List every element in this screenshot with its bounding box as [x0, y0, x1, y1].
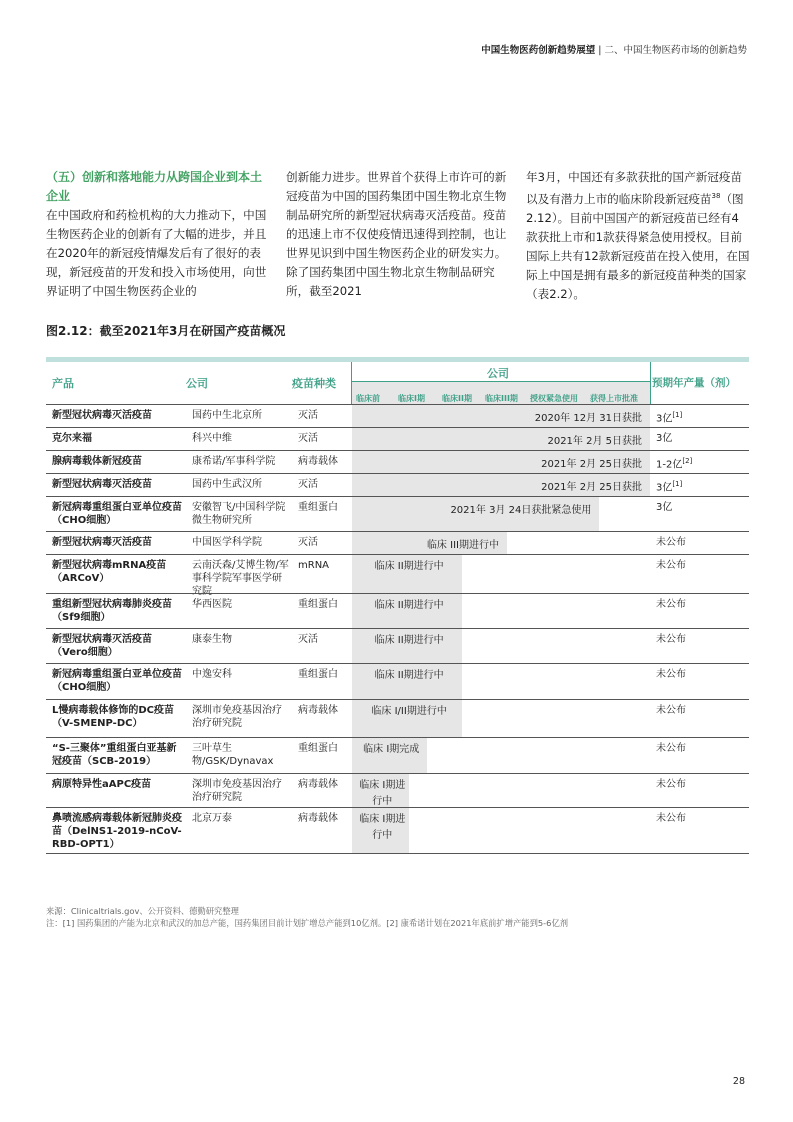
vaccine-company: 深圳市免疫基因治疗治疗研究院	[192, 705, 282, 729]
vaccine-name: 重组新型冠状病毒肺炎疫苗（Sf9细胞）	[52, 599, 172, 623]
status-text: 2020年 12月 31日获批	[534, 413, 642, 424]
expected-capacity	[656, 455, 746, 471]
vaccine-name: 新冠病毒重组蛋白亚单位疫苗（CHO细胞）	[52, 669, 182, 693]
paragraph-3-part-b: （图2.12）。目前中国国产的新冠疫苗已经有4款获批上市和1款获得紧急使用授权。目前国际上共有12款新冠疫苗在投入使用，在国际上中国是拥有最多的新冠疫苗种类的国家（表2.2）。	[526, 191, 750, 301]
capacity-value: 未公布	[656, 537, 686, 548]
status-text: 临床 II期进行中	[374, 561, 444, 572]
vaccine-company: 康希诺/军事科学院	[192, 456, 276, 467]
vaccine-name: 鼻喷流感病毒载体新冠肺炎疫苗（DelNS1-2019-nCoV-RBD-OPT1）	[52, 813, 182, 850]
intro-text	[46, 168, 750, 301]
stage-phase3: 临床III期	[485, 394, 518, 403]
table-row	[46, 593, 749, 629]
vaccine-company: 安徽智飞/中国科学院微生物研究所	[192, 502, 286, 526]
table-row	[46, 427, 749, 451]
figure-title: 图2.12：截至2021年3月在研国产疫苗概况	[46, 324, 286, 338]
table-row	[46, 531, 749, 555]
paragraph-2: 创新能力进步。世界首个获得上市许可的新冠疫苗为中国的国药集团中国生物北京生物制品研究所的新型冠状病毒灭活疫苗。疫苗的迅速上市不仅使疫情迅速得到控制，也让世界见识到中国生物医药企业的研发实力。除了国药集团中国生物北京生物制品研究所，截至2021	[286, 170, 507, 298]
table-row	[46, 473, 749, 497]
table-row	[46, 450, 749, 474]
footnote: 注：[1] 国药集团的产能为北京和武汉的加总产能，国药集团目前计划扩增总产能到10亿剂。[2] 康希诺计划在2021年底前扩增产能到5-6亿剂	[46, 918, 569, 928]
capacity-value: 未公布	[656, 560, 686, 571]
expected-capacity	[656, 742, 746, 755]
vaccine-company: 北京万泰	[192, 813, 232, 824]
expected-capacity	[656, 704, 746, 717]
page-number: 28	[732, 1076, 745, 1087]
status-text: 2021年 2月 25日获批	[541, 482, 642, 493]
expected-capacity	[656, 409, 746, 425]
status-text: 2021年 3月 24日获批紧急使用	[450, 505, 592, 516]
header-product: 产品	[52, 377, 74, 390]
table-header	[46, 362, 749, 404]
vaccine-type: 病毒载体	[298, 705, 338, 716]
status-text: 2021年 2月 25日获批	[541, 459, 642, 470]
vaccine-company: 国药中生武汉所	[192, 479, 262, 490]
vaccine-name: 新型冠状病毒灭活疫苗	[52, 410, 152, 421]
vaccine-type: 灭活	[298, 410, 318, 421]
table-row	[46, 496, 749, 532]
section-title: （五）创新和落地能力从跨国企业到本土企业	[46, 170, 263, 203]
table-row	[46, 807, 749, 854]
vaccine-type: 灭活	[298, 479, 318, 490]
vaccine-name: 新型冠状病毒mRNA疫苗（ARCoV）	[52, 560, 167, 584]
capacity-value: 未公布	[656, 813, 686, 824]
expected-capacity	[656, 633, 746, 646]
expected-capacity	[656, 536, 746, 549]
citation-sup: 38	[711, 192, 721, 200]
header-type: 疫苗种类	[292, 377, 336, 390]
divider-left	[351, 362, 352, 404]
vaccine-company: 云南沃森/艾博生物/军事科学院军事医学研究院	[192, 560, 289, 597]
vaccine-type: 病毒载体	[298, 779, 338, 790]
expected-capacity	[656, 478, 746, 494]
header-company: 公司	[186, 377, 208, 390]
vaccine-type: mRNA	[298, 560, 330, 571]
vaccine-type: 重组蛋白	[298, 743, 338, 754]
header-section: 二、中国生物医药市场的创新趋势	[604, 45, 747, 56]
capacity-note: [2]	[682, 457, 693, 465]
vaccine-name: 腺病毒载体新冠疫苗	[52, 456, 142, 467]
header-capacity: 预期年产量（剂）	[652, 377, 736, 389]
stage-phase1: 临床I期	[398, 394, 425, 403]
vaccine-name: 克尔来福	[52, 433, 92, 444]
header-company-group: 公司	[487, 367, 509, 380]
expected-capacity	[656, 432, 746, 445]
vaccine-company: 华西医院	[192, 599, 232, 610]
stage-approved: 获得上市批准	[590, 394, 638, 403]
vaccine-type: 灭活	[298, 537, 318, 548]
vaccine-type: 重组蛋白	[298, 669, 338, 680]
vaccine-type: 病毒载体	[298, 456, 338, 467]
table-row	[46, 773, 749, 808]
expected-capacity	[656, 598, 746, 611]
status-text: 临床 II期进行中	[374, 600, 444, 611]
table-row	[46, 404, 749, 428]
table-row	[46, 737, 749, 774]
text-column-3	[526, 168, 750, 304]
vaccine-name: “S-三聚体”重组蛋白亚基新冠疫苗（SCB-2019）	[52, 743, 177, 767]
stage-preclinical: 临床前	[356, 394, 380, 403]
status-text: 2021年 2月 5日获批	[547, 436, 642, 447]
paragraph-3	[526, 168, 750, 304]
vaccine-company: 康泰生物	[192, 634, 232, 645]
capacity-value: 3亿	[656, 413, 673, 425]
text-column-2	[286, 168, 508, 301]
table-row	[46, 554, 749, 597]
paragraph-3-part-a: 年3月，中国还有多款获批的国产新冠疫苗以及有潜力上市的临床阶段新冠疫苗	[526, 170, 743, 206]
status-text: 临床 I期完成	[363, 744, 420, 755]
vaccine-company: 科兴中维	[192, 433, 232, 444]
vaccine-company: 三叶草生物/GSK/Dynavax	[192, 743, 274, 767]
capacity-value: 未公布	[656, 599, 686, 610]
paragraph-1: 在中国政府和药检机构的大力推动下，中国生物医药企业的创新有了大幅的进步，并且在2020年的新冠疫情爆发后有了很好的表现，新冠疫苗的开发和投入市场使用，向世界证明了中国生物医药企业的	[46, 208, 267, 298]
vaccine-type: 灭活	[298, 634, 318, 645]
vaccine-type: 重组蛋白	[298, 502, 338, 513]
capacity-value: 未公布	[656, 669, 686, 680]
capacity-value: 3亿	[656, 502, 673, 513]
table-bottom-line	[46, 853, 749, 854]
vaccine-name: 新型冠状病毒灭活疫苗	[52, 479, 152, 490]
status-text: 临床 III期进行中	[426, 540, 499, 551]
expected-capacity	[656, 812, 746, 825]
status-text: 临床 I期进行中	[359, 814, 406, 841]
capacity-value: 未公布	[656, 634, 686, 645]
text-column-1	[46, 168, 268, 301]
vaccine-name: L慢病毒载体修饰的DC疫苗（V-SMENP-DC）	[52, 705, 175, 729]
vaccine-company: 中逸安科	[192, 669, 232, 680]
expected-capacity	[656, 668, 746, 681]
table-row	[46, 699, 749, 738]
vaccine-type: 病毒载体	[298, 813, 338, 824]
divider-right	[650, 362, 651, 404]
vaccine-company: 中国医学科学院	[192, 537, 262, 548]
capacity-value: 3亿	[656, 433, 673, 444]
table-row	[46, 663, 749, 700]
capacity-value: 3亿	[656, 482, 673, 494]
capacity-value: 未公布	[656, 779, 686, 790]
expected-capacity	[656, 778, 746, 791]
company-group-line	[352, 381, 650, 382]
status-text: 临床 II期进行中	[374, 670, 444, 681]
capacity-note: [1]	[672, 480, 683, 488]
capacity-note: [1]	[672, 411, 683, 419]
status-text: 临床 II期进行中	[374, 635, 444, 646]
vaccine-type: 重组蛋白	[298, 599, 338, 610]
vaccine-type: 灭活	[298, 433, 318, 444]
source-note: 来源：Clinicaltrials.gov、公开资料、德勤研究整理	[46, 906, 239, 916]
running-header: 中国生物医药创新趋势展望 | 二、中国生物医药市场的创新趋势	[481, 45, 747, 56]
status-text: 临床 I期进行中	[359, 780, 406, 807]
vaccine-name: 病原特异性aAPC疫苗	[52, 779, 152, 790]
vaccine-name: 新冠病毒重组蛋白亚单位疫苗（CHO细胞）	[52, 502, 182, 526]
vaccine-company: 国药中生北京所	[192, 410, 262, 421]
stage-eua: 授权紧急使用	[530, 394, 578, 403]
vaccine-name: 新型冠状病毒灭活疫苗	[52, 537, 152, 548]
stage-phase2: 临床II期	[442, 394, 472, 403]
status-text: 临床 I/II期进行中	[371, 706, 447, 717]
table-row	[46, 628, 749, 664]
vaccine-name: 新型冠状病毒灭活疫苗（Vero细胞）	[52, 634, 152, 658]
vaccine-company: 深圳市免疫基因治疗治疗研究院	[192, 779, 282, 803]
capacity-value: 未公布	[656, 705, 686, 716]
header-title: 中国生物医药创新趋势展望	[481, 45, 596, 56]
capacity-value: 1-2亿	[656, 459, 683, 471]
expected-capacity	[656, 501, 746, 514]
capacity-value: 未公布	[656, 743, 686, 754]
expected-capacity	[656, 559, 746, 572]
